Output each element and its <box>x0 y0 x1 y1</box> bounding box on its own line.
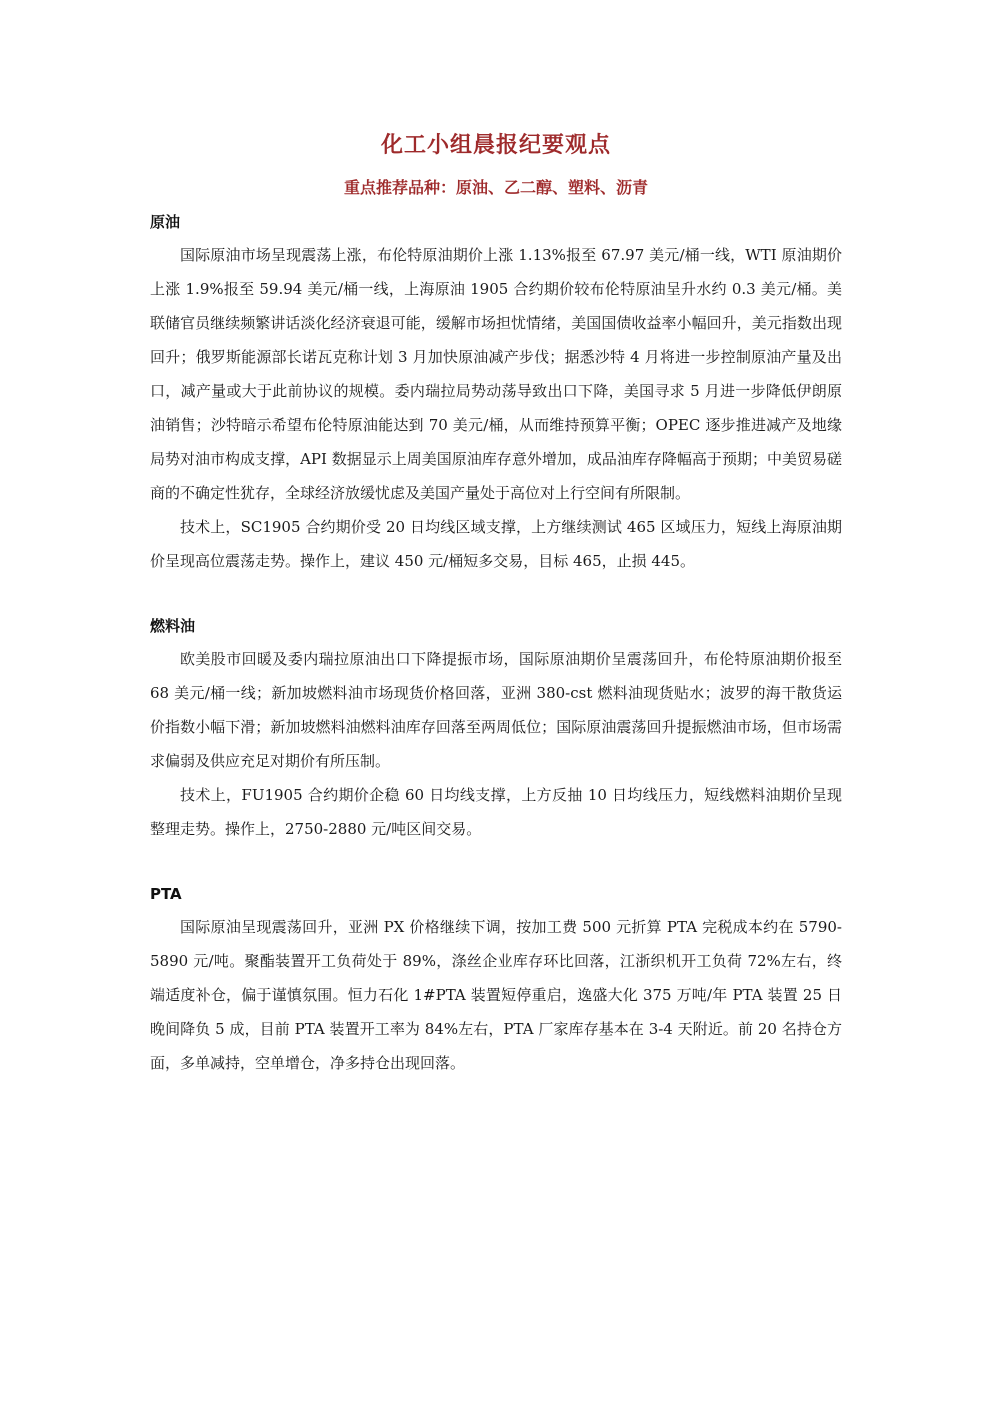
section-heading: PTA <box>150 885 182 903</box>
section-heading: 燃料油 <box>150 617 196 635</box>
section-pta <box>150 880 842 1080</box>
document-subtitle: 重点推荐品种：原油、乙二醇、塑料、沥青 <box>343 178 648 197</box>
paragraph: 技术上，SC1905 合约期价受 20 日均线区域支撑，上方继续测试 465 区域压力，短线上海原油期价呈现高位震荡走势。操作上，建议 450 元/桶短多交易，目标 465，止损 445。 <box>150 518 842 570</box>
section-crude-oil <box>150 208 842 578</box>
paragraph: 欧美股市回暖及委内瑞拉原油出口下降提振市场，国际原油期价呈震荡回升，布伦特原油期价报至 68 美元/桶一线；新加坡燃料油市场现货价格回落，亚洲 380-cst 燃料油现货贴水；波罗的海干散货运价指数小幅下滑；新加坡燃料油燃料油库存回落至两周低位；国际原油震荡回升提振燃油市场，但市场需求偏弱及供应充足对期价有所压制。 <box>150 650 842 770</box>
section-heading: 原油 <box>150 213 181 231</box>
paragraph: 技术上，FU1905 合约期价企稳 60 日均线支撑，上方反抽 10 日均线压力，短线燃料油期价呈现整理走势。操作上，2750-2880 元/吨区间交易。 <box>150 786 842 838</box>
paragraph: 国际原油市场呈现震荡上涨，布伦特原油期价上涨 1.13%报至 67.97 美元/桶一线，WTI 原油期价上涨 1.9%报至 59.94 美元/桶一线，上海原油 1905 合约期价较布伦特原油呈升水约 0.3 美元/桶。美联储官员继续频繁讲话淡化经济衰退可能，缓解市场担忧情绪，美国国债收益率小幅回升，美元指数出现回升；俄罗斯能源部长诺瓦克称计划 3 月加快原油减产步伐；据悉沙特 4 月将进一步控制原油产量及出口，减产量或大于此前协议的规模。委内瑞拉局势动荡导致出口下降，美国寻求 5 月进一步降低伊朗原油销售；沙特暗示希望布伦特原油能达到 70 美元/桶，从而维持预算平衡；OPEC 逐步推进减产及地缘局势对油市构成支撑，API 数据显示上周美国原油库存意外增加，成品油库存降幅高于预期；中美贸易磋商的不确定性犹存，全球经济放缓忧虑及美国产量处于高位对上行空间有所限制。 <box>150 246 842 502</box>
document-page <box>150 128 842 1080</box>
section-fuel-oil <box>150 612 842 846</box>
paragraph: 国际原油呈现震荡回升，亚洲 PX 价格继续下调，按加工费 500 元折算 PTA 完税成本约在 5790-5890 元/吨。聚酯装置开工负荷处于 89%，涤丝企业库存环比回落，江浙织机开工负荷 72%左右，终端适度补仓，偏于谨慎氛围。恒力石化 1#PTA 装置短停重启，逸盛大化 375 万吨/年 PTA 装置 25 日晚间降负 5 成，目前 PTA 装置开工率为 84%左右，PTA 厂家库存基本在 3-4 天附近。前 20 名持仓方面，多单减持，空单增仓，净多持仓出现回落。 <box>150 918 842 1072</box>
document-title: 化工小组晨报纪要观点 <box>380 133 611 158</box>
